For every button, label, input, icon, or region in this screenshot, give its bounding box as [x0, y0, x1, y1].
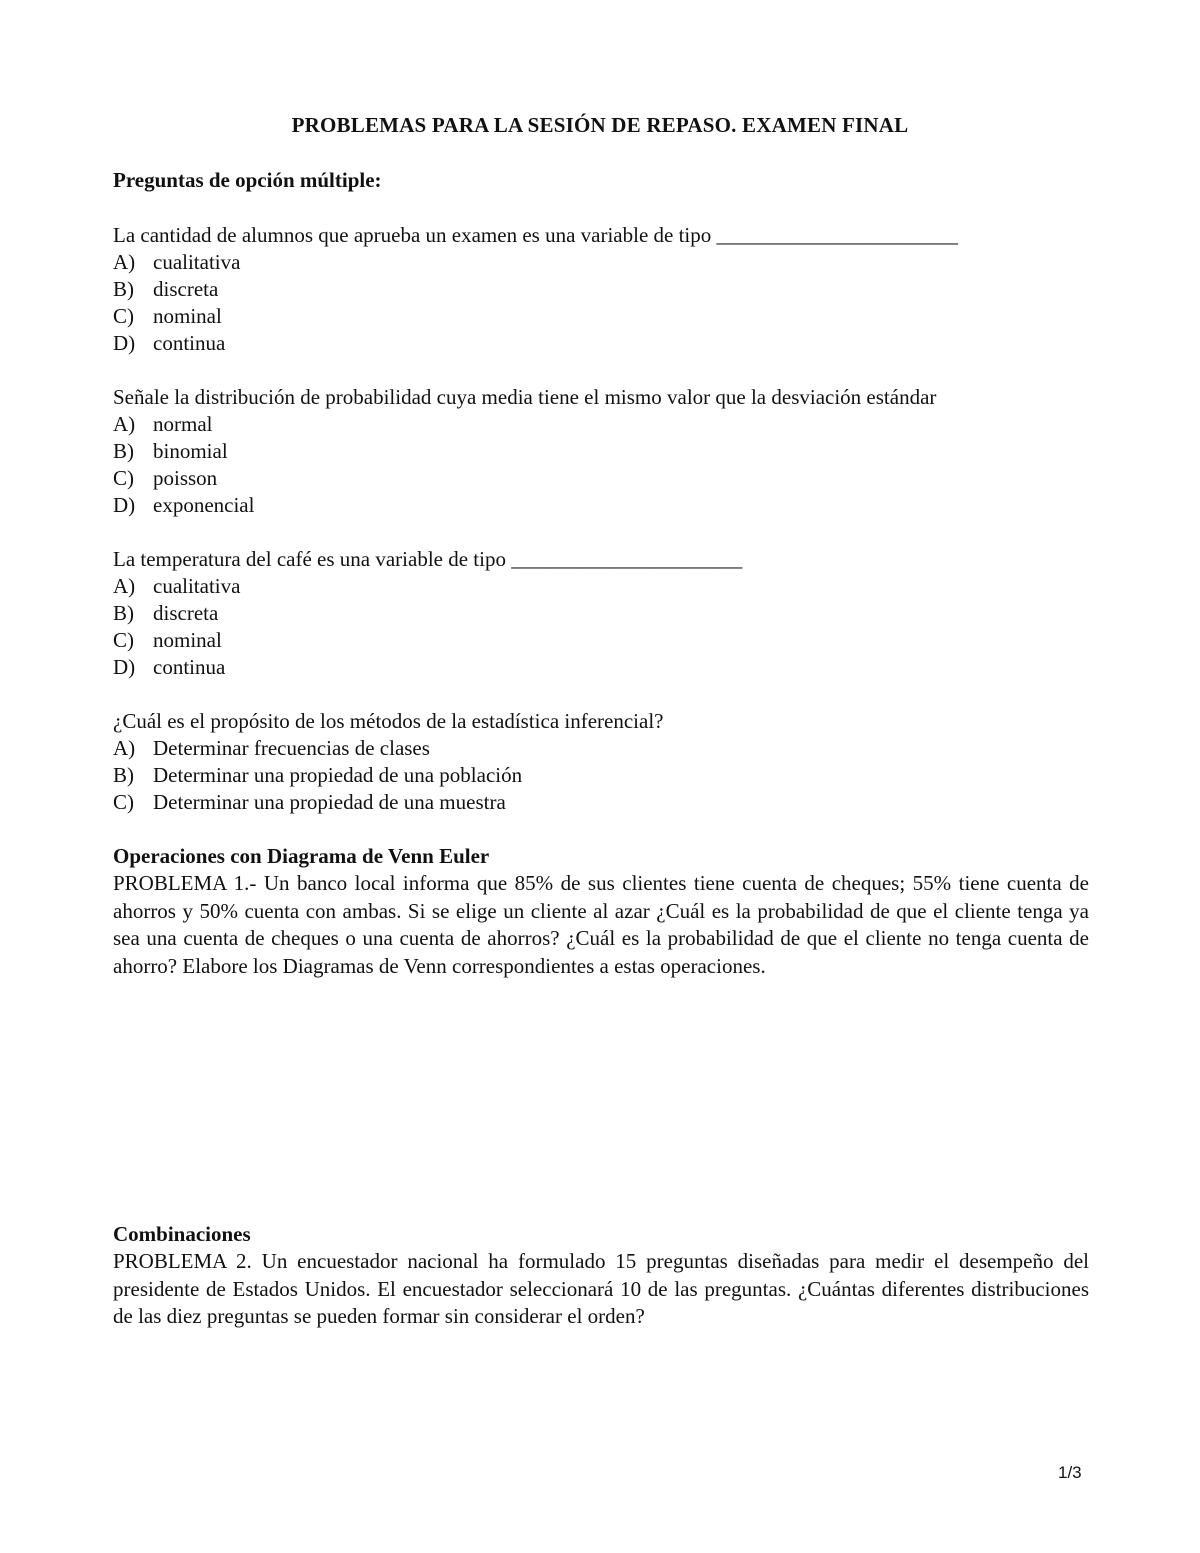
option-item — [113, 789, 1093, 816]
option-text: cualitativa — [153, 574, 241, 598]
option-text: Determinar una propiedad de una muestra — [153, 790, 506, 814]
option-text: nominal — [153, 304, 222, 328]
problem-2 — [113, 1221, 1089, 1331]
question-text: La cantidad de alumnos que aprueba un examen es una variable de tipo _______________________ — [113, 223, 959, 247]
option-letter: B) — [113, 277, 134, 301]
option-list — [113, 735, 1093, 816]
option-item — [113, 627, 1093, 654]
option-item — [113, 303, 1093, 330]
option-letter: A) — [113, 250, 136, 274]
option-letter: A) — [113, 736, 136, 760]
problem-1 — [113, 843, 1089, 980]
page-number: 1/3 — [1058, 1463, 1082, 1482]
option-letter: B) — [113, 763, 134, 787]
option-text: exponencial — [153, 493, 255, 517]
option-letter: C) — [113, 790, 134, 814]
option-item — [113, 438, 1093, 465]
option-text: Determinar una propiedad de una población — [153, 763, 523, 787]
option-text: Determinar frecuencias de clases — [153, 736, 430, 760]
option-text: poisson — [153, 466, 218, 490]
problem-heading: Operaciones con Diagrama de Venn Euler — [113, 844, 490, 868]
option-item — [113, 762, 1093, 789]
problem-heading: Combinaciones — [113, 1222, 251, 1246]
option-letter: D) — [113, 655, 136, 679]
option-text: continua — [153, 331, 226, 355]
option-list — [113, 411, 1093, 519]
question-text: ¿Cuál es el propósito de los métodos de la estadística inferencial? — [113, 709, 664, 733]
option-item — [113, 654, 1093, 681]
question-text: Señale la distribución de probabilidad cuya media tiene el mismo valor que la desviación estándar — [113, 385, 937, 409]
option-item — [113, 735, 1093, 762]
option-text: cualitativa — [153, 250, 241, 274]
option-letter: C) — [113, 628, 134, 652]
option-list — [113, 249, 1093, 357]
option-item — [113, 573, 1093, 600]
option-text: binomial — [153, 439, 228, 463]
option-text: continua — [153, 655, 226, 679]
option-letter: D) — [113, 331, 136, 355]
option-letter: C) — [113, 466, 134, 490]
option-item — [113, 249, 1093, 276]
option-letter: D) — [113, 493, 136, 517]
option-item — [113, 600, 1093, 627]
option-item — [113, 330, 1093, 357]
option-text: nominal — [153, 628, 222, 652]
multiple-choice-heading: Preguntas de opción múltiple: — [113, 168, 382, 192]
question-3 — [113, 546, 1093, 681]
option-text: discreta — [153, 601, 219, 625]
option-letter: C) — [113, 304, 134, 328]
option-item — [113, 276, 1093, 303]
question-1 — [113, 222, 1093, 357]
option-item — [113, 411, 1093, 438]
option-letter: A) — [113, 412, 136, 436]
problem-text: PROBLEMA 1.- Un banco local informa que 85% de sus clientes tiene cuenta de cheques; 55% tiene cuenta de ahorros y 50% cuenta con ambas. Si se elige un cliente al azar ¿Cuál es la probabilidad de que el cliente tenga ya sea una cuenta de cheques o una cuenta de ahorros? ¿Cuál es la probabilidad de que el cliente no tenga cuenta de ahorro? Elabore los Diagramas de Venn correspondientes a estas operaciones. — [113, 871, 1089, 978]
option-letter: B) — [113, 601, 134, 625]
question-text: La temperatura del café es una variable de tipo ______________________ — [113, 547, 743, 571]
problem-text: PROBLEMA 2. Un encuestador nacional ha formulado 15 preguntas diseñadas para medir el desempeño del presidente de Estados Unidos. El encuestador seleccionará 10 de las preguntas. ¿Cuántas diferentes distribuciones de las diez preguntas se pueden formar sin considerar el orden? — [113, 1249, 1089, 1328]
option-list — [113, 573, 1093, 681]
option-item — [113, 465, 1093, 492]
option-text: discreta — [153, 277, 219, 301]
page-title: PROBLEMAS PARA LA SESIÓN DE REPASO. EXAMEN FINAL — [291, 113, 909, 137]
option-letter: A) — [113, 574, 136, 598]
option-text: normal — [153, 412, 213, 436]
question-2 — [113, 384, 1093, 519]
question-4 — [113, 708, 1093, 816]
option-item — [113, 492, 1093, 519]
option-letter: B) — [113, 439, 134, 463]
